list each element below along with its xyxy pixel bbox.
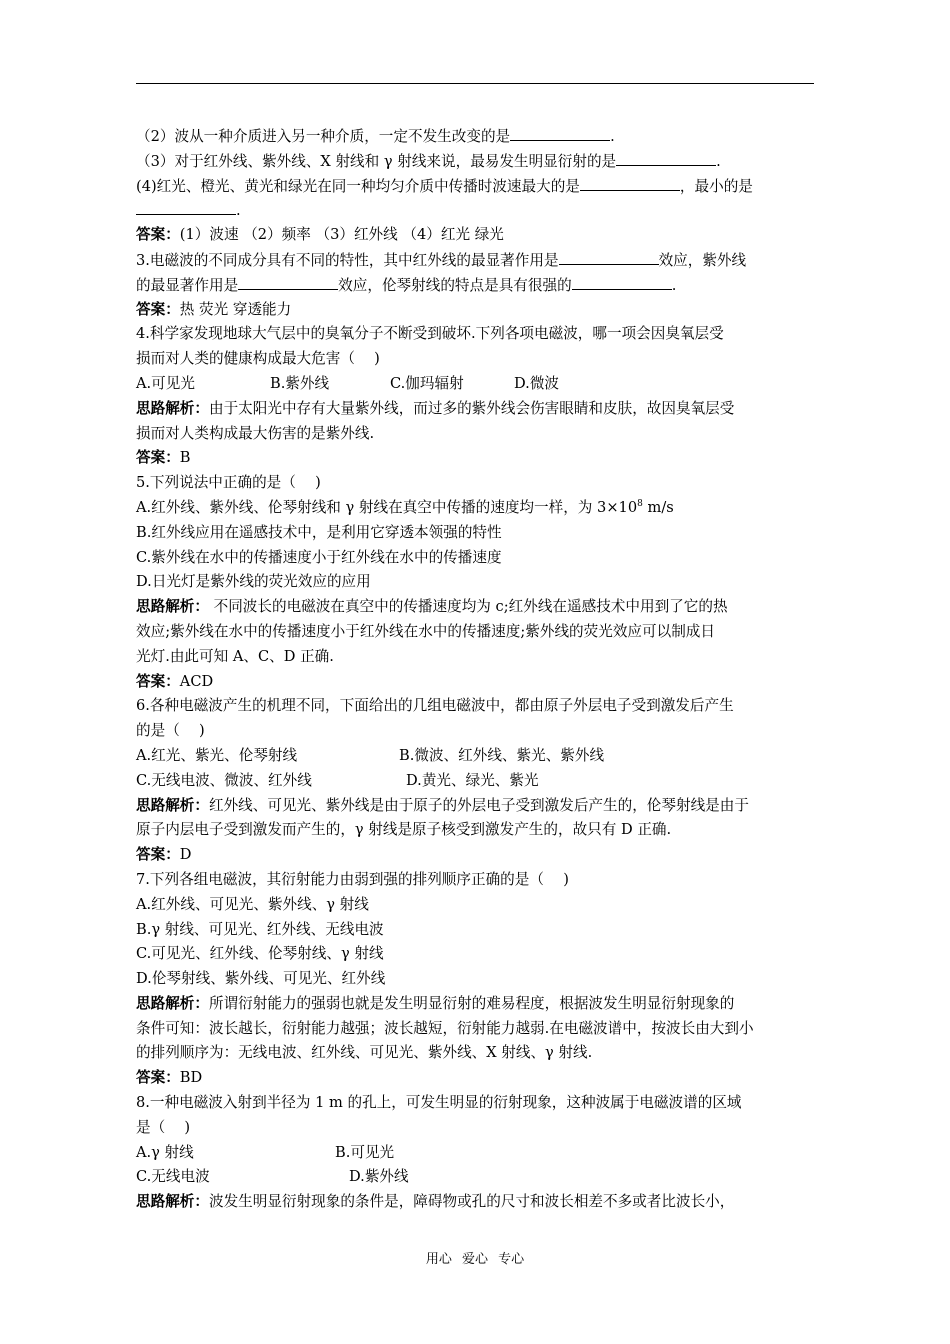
q7-option-b: B.γ 射线、可见光、红外线、无线电波 <box>136 920 384 938</box>
answer-7: 答案：BD <box>136 1069 203 1087</box>
page-footer: 用心 爱心 专心 <box>425 1252 525 1267</box>
q6-options-row2 <box>136 769 816 794</box>
q8-stem-line2: 是（ ) <box>136 1118 191 1136</box>
q7-option-d: D.伦琴射线、紫外线、可见光、红外线 <box>136 970 386 988</box>
q1-part2: （2）波从一种介质进入另一种介质，一定不发生改变的是 . <box>136 124 816 149</box>
q7-option-c: C.可见光、红外线、伦琴射线、γ 射线 <box>136 945 384 963</box>
q6-stem-line1: 6.各种电磁波产生的机理不同，下面给出的几组电磁波中，都由原子外层电子受到激发后产生 <box>136 697 734 715</box>
solution-5-line3: 光灯.由此可知 A、C、D 正确. <box>136 647 334 665</box>
answer-blank <box>572 273 672 290</box>
answer-1: 答案：(1）波速 （2）频率 （3）红外线 （4）红光 绿光 <box>136 226 504 244</box>
q8-option-a: A.γ 射线 <box>136 1143 194 1161</box>
solution-label: 思路解析： <box>136 796 209 814</box>
q3-line2: 的最显著作用是 效应，伦琴射线的特点是具有很强的 . <box>136 273 816 298</box>
q6-option-a: A.红光、紫光、伦琴射线 <box>136 746 298 764</box>
answer-blank <box>559 248 659 265</box>
solution-6-line2: 原子内层电子受到激发而产生的，γ 射线是原子核受到激发产生的，故只有 D 正确. <box>136 821 672 839</box>
q8-option-b: B.可见光 <box>335 1143 395 1161</box>
q8-options-row2 <box>136 1165 816 1190</box>
answer-blank <box>238 273 338 290</box>
document-body <box>136 124 816 1215</box>
answer-blank <box>616 149 716 166</box>
solution-5-line2: 效应;紫外线在水中的传播速度小于红外线在水中的传播速度;紫外线的荧光效应可以制成日 <box>136 622 715 640</box>
q8-option-d: D.紫外线 <box>349 1168 409 1186</box>
solution-7-line1: 思路解析：所谓衍射能力的强弱也就是发生明显衍射的难易程度，根据波发生明显衍射现象的 <box>136 994 735 1012</box>
q5-option-a: A.红外线、紫外线、伦琴射线和 γ 射线在真空中传播的速度均一样，为 $3\times 10^8$ m/s <box>136 498 674 516</box>
q1-part4-cont: . <box>136 198 816 223</box>
answer-label: 答案： <box>136 846 180 864</box>
q5-option-c: C.紫外线在水中的传播速度小于红外线在水中的传播速度 <box>136 548 502 566</box>
q5-option-d: D.日光灯是紫外线的荧光效应的应用 <box>136 573 371 591</box>
q7-stem: 7.下列各组电磁波，其衍射能力由弱到强的排列顺序正确的是（ ) <box>136 870 569 888</box>
answer-label: 答案： <box>136 449 180 467</box>
q4-options <box>136 372 816 397</box>
answer-label: 答案： <box>136 1069 180 1087</box>
solution-8-line1: 思路解析：波发生明显衍射现象的条件是，障碍物或孔的尺寸和波长相差不多或者比波长小， <box>136 1193 735 1211</box>
answer-label: 答案： <box>136 226 180 244</box>
solution-label: 思路解析： <box>136 1193 209 1211</box>
answer-label: 答案： <box>136 672 180 690</box>
q8-options-row1 <box>136 1141 816 1166</box>
answer-blank <box>510 124 610 141</box>
q3-line1: 3.电磁波的不同成分具有不同的特性，其中红外线的最显著作用是 效应，紫外线 <box>136 248 816 273</box>
q4-option-d: D.微波 <box>514 374 560 392</box>
q5-option-b: B.红外线应用在遥感技术中，是利用它穿透本领强的特性 <box>136 523 502 541</box>
q6-option-b: B.微波、红外线、紫光、紫外线 <box>399 746 605 764</box>
q4-option-a: A.可见光 <box>136 374 195 392</box>
answer-6: 答案：D <box>136 846 192 864</box>
solution-label: 思路解析： <box>136 994 209 1012</box>
header-rule <box>136 83 814 84</box>
solution-4-line1: 思路解析：由于太阳光中存有大量紫外线，而过多的紫外线会伤害眼睛和皮肤，故因臭氧层受 <box>136 399 735 417</box>
q4-option-b: B.紫外线 <box>270 374 330 392</box>
q5-stem: 5.下列说法中正确的是（ ) <box>136 474 321 492</box>
q4-stem-line1: 4.科学家发现地球大气层中的臭氧分子不断受到破坏.下列各项电磁波，哪一项会因臭氧层受 <box>136 325 724 343</box>
answer-4: 答案：B <box>136 449 191 467</box>
q8-option-c: C.无线电波 <box>136 1168 210 1186</box>
solution-7-line3: 的排列顺序为：无线电波、红外线、可见光、紫外线、X 射线、γ 射线. <box>136 1044 593 1062</box>
answer-3: 答案：热 荧光 穿透能力 <box>136 300 292 318</box>
solution-6-line1: 思路解析：红外线、可见光、紫外线是由于原子的外层电子受到激发后产生的，伦琴射线是由于 <box>136 796 749 814</box>
q4-stem-line2: 损而对人类的健康构成最大危害（ ) <box>136 350 380 368</box>
solution-7-line2: 条件可知：波长越长，衍射能力越强；波长越短，衍射能力越弱.在电磁波谱中，按波长由大到小 <box>136 1019 754 1037</box>
solution-5-line1: 思路解析： 不同波长的电磁波在真空中的传播速度均为 c;红外线在遥感技术中用到了它的热 <box>136 598 728 616</box>
solution-4-line2: 损而对人类构成最大伤害的是紫外线. <box>136 424 375 442</box>
q8-stem-line1: 8.一种电磁波入射到半径为 1 m 的孔上，可发生明显的衍射现象，这种波属于电磁波谱的区域 <box>136 1094 742 1112</box>
answer-5: 答案：ACD <box>136 672 214 690</box>
q6-option-d: D.黄光、绿光、紫光 <box>406 771 539 789</box>
q4-option-c: C.伽玛辐射 <box>390 374 464 392</box>
solution-label: 思路解析： <box>136 399 209 417</box>
q6-stem-line2: 的是（ ) <box>136 722 205 740</box>
q1-part4: (4)红光、橙光、黄光和绿光在同一种均匀介质中传播时波速最大的是 ，最小的是 <box>136 174 816 199</box>
answer-blank <box>136 198 236 215</box>
solution-label: 思路解析： <box>136 598 209 616</box>
answer-label: 答案： <box>136 300 180 318</box>
answer-blank <box>580 174 680 191</box>
q6-options-row1 <box>136 744 816 769</box>
q7-option-a: A.红外线、可见光、紫外线、γ 射线 <box>136 895 369 913</box>
q6-option-c: C.无线电波、微波、红外线 <box>136 771 312 789</box>
q1-part3: （3）对于红外线、紫外线、X 射线和 γ 射线来说，最易发生明显衍射的是 . <box>136 149 816 174</box>
